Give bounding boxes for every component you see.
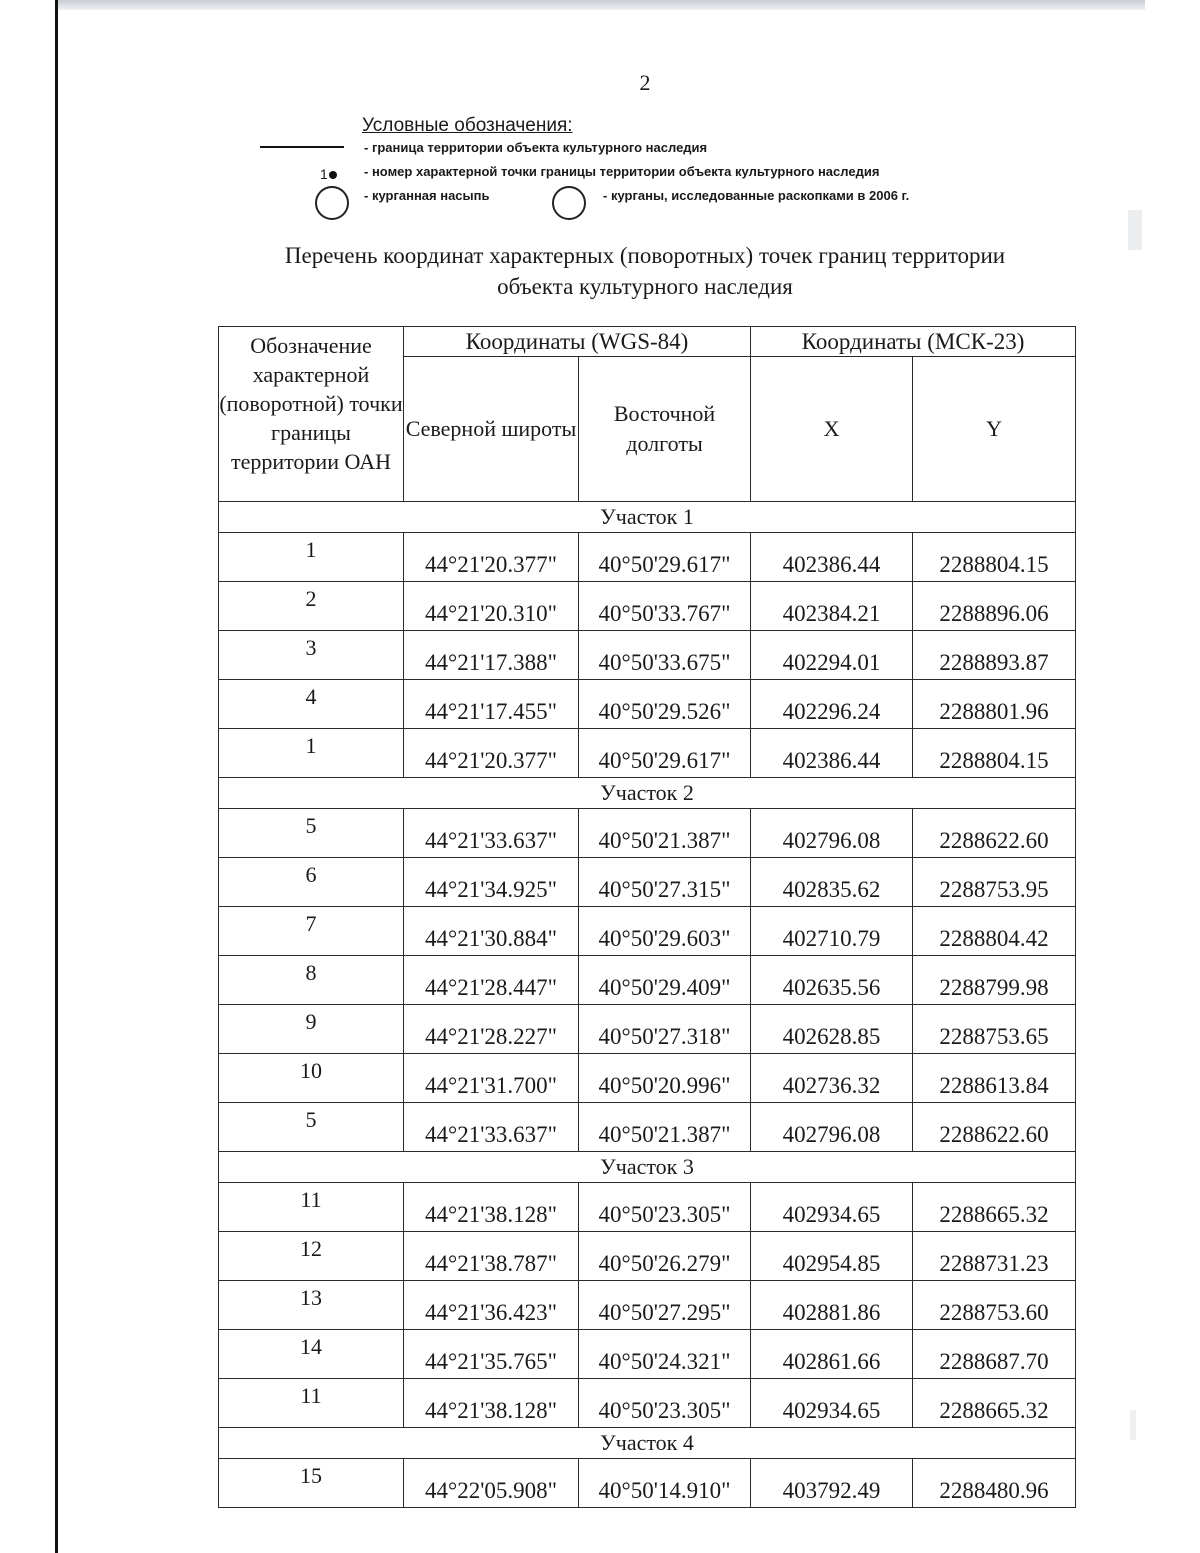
cell-east-longitude: 40°50'23.305" [579,1379,751,1428]
scan-speckle [1128,210,1142,250]
cell-y: 2288804.15 [913,729,1076,778]
scan-left-edge [55,0,58,1553]
point-number-symbol [320,166,346,182]
document-title-line2: объекта культурного наследия [497,274,793,299]
cell-x: 402710.79 [751,907,913,956]
cell-x: 403792.49 [751,1459,913,1508]
section-row [219,778,1076,809]
cell-point: 4 [219,680,404,729]
table-row [219,1232,1076,1281]
table-row [219,956,1076,1005]
legend-excavated-text: - курганы, исследованные раскопками в 2006 г. [603,188,910,203]
cell-north-latitude: 44°21'20.377" [404,533,579,582]
cell-north-latitude: 44°21'17.455" [404,680,579,729]
cell-y: 2288753.60 [913,1281,1076,1330]
legend [260,115,1060,224]
cell-x: 402954.85 [751,1232,913,1281]
cell-east-longitude: 40°50'33.767" [579,582,751,631]
cell-point: 9 [219,1005,404,1054]
section-row [219,502,1076,533]
cell-y: 2288799.98 [913,956,1076,1005]
cell-east-longitude: 40°50'29.409" [579,956,751,1005]
cell-point: 13 [219,1281,404,1330]
cell-x: 402628.85 [751,1005,913,1054]
cell-north-latitude: 44°22'05.908" [404,1459,579,1508]
table-row [219,582,1076,631]
legend-title: Условные обозначения: [362,115,573,136]
cell-y: 2288896.06 [913,582,1076,631]
cell-point: 14 [219,1330,404,1379]
cell-point: 7 [219,907,404,956]
cell-x: 402386.44 [751,729,913,778]
section-title: Участок 4 [219,1428,1076,1459]
cell-x: 402881.86 [751,1281,913,1330]
cell-east-longitude: 40°50'14.910" [579,1459,751,1508]
cell-x: 402796.08 [751,809,913,858]
cell-y: 2288753.65 [913,1005,1076,1054]
cell-point: 5 [219,1103,404,1152]
cell-y: 2288731.23 [913,1232,1076,1281]
cell-east-longitude: 40°50'21.387" [579,1103,751,1152]
point-number-symbol-label: 1 [320,166,328,182]
table-row [219,1330,1076,1379]
cell-north-latitude: 44°21'33.637" [404,809,579,858]
cell-x: 402635.56 [751,956,913,1005]
mound-circle-icon [315,186,349,220]
table-row [219,1005,1076,1054]
cell-east-longitude: 40°50'20.996" [579,1054,751,1103]
cell-north-latitude: 44°21'20.310" [404,582,579,631]
cell-point: 1 [219,729,404,778]
table-row [219,1103,1076,1152]
table-row [219,1459,1076,1508]
table-row [219,809,1076,858]
table-row [219,1054,1076,1103]
cell-y: 2288480.96 [913,1459,1076,1508]
table-row [219,1183,1076,1232]
cell-x: 402861.66 [751,1330,913,1379]
legend-mound-text: - курганная насыпь [364,188,490,203]
cell-north-latitude: 44°21'28.447" [404,956,579,1005]
scan-speckle [1130,1410,1136,1440]
cell-y: 2288804.15 [913,533,1076,582]
cell-x: 402296.24 [751,680,913,729]
cell-x: 402384.21 [751,582,913,631]
header-point-designation: Обозначение характерной (поворотной) точки границы территории ОАН [219,327,404,502]
cell-point: 6 [219,858,404,907]
cell-north-latitude: 44°21'34.925" [404,858,579,907]
header-north-latitude: Северной широты [404,357,579,502]
section-row [219,1428,1076,1459]
cell-east-longitude: 40°50'27.315" [579,858,751,907]
cell-x: 402934.65 [751,1183,913,1232]
cell-x: 402796.08 [751,1103,913,1152]
cell-x: 402736.32 [751,1054,913,1103]
table-row [219,533,1076,582]
cell-north-latitude: 44°21'33.637" [404,1103,579,1152]
cell-north-latitude: 44°21'38.787" [404,1232,579,1281]
cell-east-longitude: 40°50'26.279" [579,1232,751,1281]
cell-point: 11 [219,1183,404,1232]
table-body [219,502,1076,1508]
legend-mound-row [260,188,1060,224]
point-dot-icon [329,171,337,179]
cell-point: 8 [219,956,404,1005]
cell-north-latitude: 44°21'28.227" [404,1005,579,1054]
cell-point: 1 [219,533,404,582]
header-x: X [751,357,913,502]
cell-point: 15 [219,1459,404,1508]
cell-y: 2288622.60 [913,809,1076,858]
table-row [219,631,1076,680]
cell-y: 2288753.95 [913,858,1076,907]
header-east-longitude: Восточной долготы [579,357,751,502]
cell-east-longitude: 40°50'27.295" [579,1281,751,1330]
cell-point: 3 [219,631,404,680]
cell-x: 402934.65 [751,1379,913,1428]
cell-east-longitude: 40°50'29.526" [579,680,751,729]
legend-boundary-text: - граница территории объекта культурного наследия [364,140,708,155]
document-title [200,240,1090,302]
section-title: Участок 2 [219,778,1076,809]
header-y: Y [913,357,1076,502]
cell-y: 2288665.32 [913,1183,1076,1232]
section-row [219,1152,1076,1183]
cell-east-longitude: 40°50'29.603" [579,907,751,956]
table-row [219,729,1076,778]
cell-point: 5 [219,809,404,858]
cell-north-latitude: 44°21'35.765" [404,1330,579,1379]
cell-north-latitude: 44°21'31.700" [404,1054,579,1103]
cell-x: 402386.44 [751,533,913,582]
table-row [219,680,1076,729]
cell-east-longitude: 40°50'23.305" [579,1183,751,1232]
header-msk23: Координаты (МСК-23) [751,327,1076,357]
cell-y: 2288893.87 [913,631,1076,680]
table-row [219,1379,1076,1428]
boundary-line-symbol [260,146,344,148]
cell-north-latitude: 44°21'20.377" [404,729,579,778]
page-number: 2 [639,70,651,95]
cell-point: 2 [219,582,404,631]
document-title-line1: Перечень координат характерных (поворотных) точек границ территории [284,243,1006,268]
header-wgs84: Координаты (WGS-84) [404,327,751,357]
cell-y: 2288801.96 [913,680,1076,729]
legend-point-text: - номер характерной точки границы территории объекта культурного наследия [364,164,880,179]
cell-y: 2288613.84 [913,1054,1076,1103]
cell-east-longitude: 40°50'29.617" [579,729,751,778]
coordinates-table [218,326,1076,1508]
cell-north-latitude: 44°21'30.884" [404,907,579,956]
cell-y: 2288665.32 [913,1379,1076,1428]
cell-north-latitude: 44°21'38.128" [404,1183,579,1232]
cell-point: 12 [219,1232,404,1281]
table-row [219,858,1076,907]
scan-top-edge [55,0,1145,10]
cell-east-longitude: 40°50'24.321" [579,1330,751,1379]
cell-x: 402294.01 [751,631,913,680]
section-title: Участок 1 [219,502,1076,533]
cell-point: 11 [219,1379,404,1428]
cell-y: 2288804.42 [913,907,1076,956]
cell-east-longitude: 40°50'33.675" [579,631,751,680]
cell-east-longitude: 40°50'29.617" [579,533,751,582]
cell-point: 10 [219,1054,404,1103]
cell-north-latitude: 44°21'36.423" [404,1281,579,1330]
cell-y: 2288687.70 [913,1330,1076,1379]
excavated-mound-circle-icon [552,186,586,220]
table-row [219,1281,1076,1330]
section-title: Участок 3 [219,1152,1076,1183]
cell-north-latitude: 44°21'17.388" [404,631,579,680]
cell-y: 2288622.60 [913,1103,1076,1152]
cell-east-longitude: 40°50'21.387" [579,809,751,858]
cell-east-longitude: 40°50'27.318" [579,1005,751,1054]
cell-x: 402835.62 [751,858,913,907]
cell-north-latitude: 44°21'38.128" [404,1379,579,1428]
table-row [219,907,1076,956]
